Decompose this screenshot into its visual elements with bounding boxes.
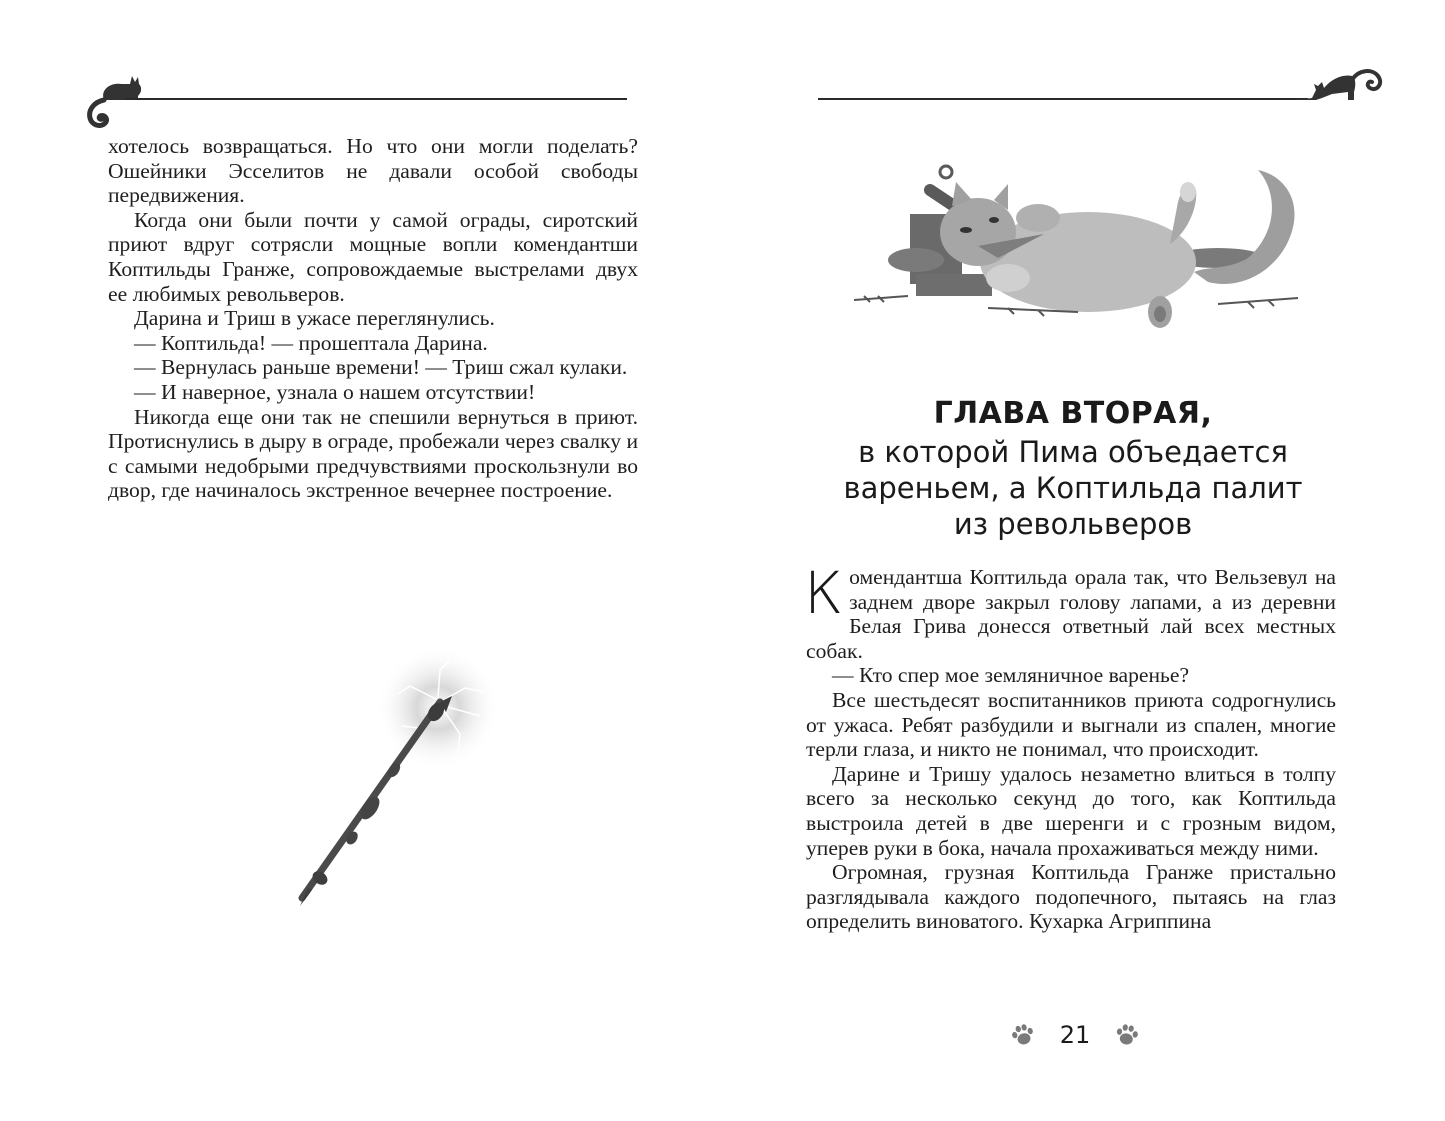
page-number: 21 <box>1059 1021 1091 1049</box>
paragraph: Никогда еще они так не спешили вернуться в приют. Протиснулись в дыру в ограде, пробежали через свалку и с самыми недобрыми предчувствиями проскользнули во двор, где начиналось экстренное вечернее построение. <box>108 404 638 503</box>
paw-icon <box>1010 1022 1036 1048</box>
paragraph: Дарине и Тришу удалось незаметно влиться в толпу всего за несколько секунд до того, как Коптильда выстроила детей в две шеренги и с грозным видом, уперев руки в бока, начала прохаживаться между ними. <box>806 761 1336 860</box>
dropcap-letter: К <box>804 559 844 627</box>
paragraph: — Кто спер мое земляничное варенье? <box>832 663 1190 688</box>
fat-cat-eating-fish-illustration <box>848 162 1318 338</box>
paragraph: хотелось возвращаться. Но что они могли поделать? Ошейники Эсселитов не давали особой свободы передвижения. <box>108 134 638 208</box>
chapter-subtitle-line: вареньем, а Коптильда палит <box>843 471 1303 505</box>
magic-staff-illustration <box>290 650 520 910</box>
paragraph: Когда они были почти у самой ограды, сиротский приют вдруг сотрясли мощные вопли комендантши Коптильды Гранже, сопровождаемые выстрелами двух ее любимых револьверов. <box>108 207 638 306</box>
paragraph: омендантша Коптильда орала так, что Вельзевул на заднем дворе закрыл голову лапами, а из деревни Белая Грива донесся ответный лай всех местных собак. <box>806 565 1336 663</box>
sitting-cat-ornament-icon <box>86 72 148 130</box>
paragraph: — И наверное, узнала о нашем отсутствии! <box>134 379 536 404</box>
chapter-subtitle-line: из револьверов <box>953 507 1193 541</box>
left-body-text <box>108 134 638 503</box>
chapter-heading <box>808 394 1338 542</box>
page-footer <box>1010 1015 1140 1055</box>
right-page <box>722 0 1445 1121</box>
stretching-cat-ornament-icon <box>1292 68 1386 104</box>
paragraph: — Коптильда! — прошептала Дарина. <box>134 330 488 355</box>
chapter-title: ГЛАВА ВТОРАЯ, <box>933 396 1213 431</box>
header-rule <box>818 98 1308 100</box>
chapter-subtitle-line: в которой Пима объедается <box>858 435 1288 469</box>
header-rule <box>125 98 627 100</box>
paragraph-with-dropcap <box>804 559 1336 663</box>
paragraph: Все шестьдесят воспитанников приюта содрогнулись от ужаса. Ребят разбудили и выгнали из спален, многие терли глаза, и никто не понимал, что происходит. <box>806 687 1336 762</box>
paragraph: Огромная, грузная Коптильда Гранже пристально разглядывала каждого подопечного, пытаясь на глаз определить виноватого. Кухарка Агриппина <box>806 860 1336 934</box>
paragraph: Дарина и Триш в ужасе переглянулись. <box>134 306 495 331</box>
paw-icon <box>1114 1022 1140 1048</box>
left-page <box>0 0 722 1121</box>
paragraph: — Вернулась раньше времени! — Триш сжал кулаки. <box>134 355 628 380</box>
right-body-text <box>804 559 1336 934</box>
